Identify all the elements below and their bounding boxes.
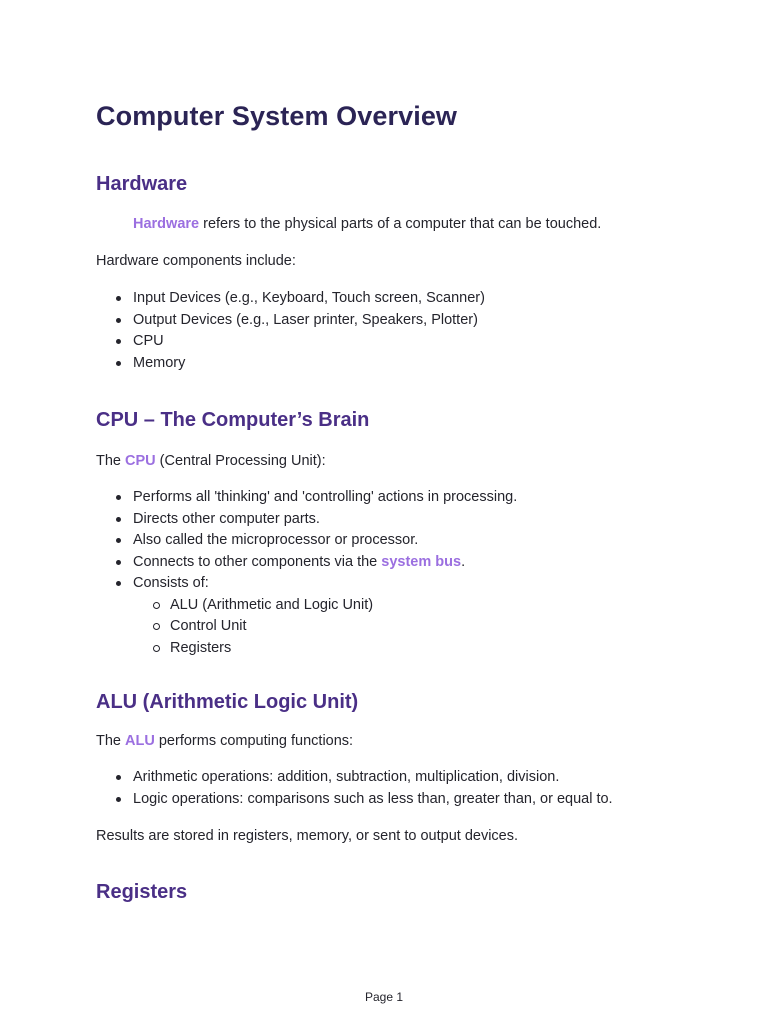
page-number: Page 1 [364, 990, 404, 1004]
list-item: CPU [114, 331, 485, 353]
sublist-item: Registers [151, 638, 517, 660]
list-item: Performs all 'thinking' and 'controlling' actions in processing. [114, 487, 517, 509]
cpu-intro-post: (Central Processing Unit): [155, 453, 326, 469]
list-item: Output Devices (e.g., Laser printer, Speakers, Plotter) [114, 310, 485, 332]
cpu-intro [96, 451, 326, 471]
bus-text-pre: Connects to other components via the [133, 553, 382, 570]
cpu-heading: CPU – The Computer’s Brain [96, 409, 370, 431]
alu-heading: ALU (Arithmetic Logic Unit) [96, 691, 359, 713]
list-item: Logic operations: comparisons such as less than, greater than, or equal to. [114, 789, 613, 811]
hardware-term: Hardware [133, 216, 200, 232]
bus-text-post: . [461, 553, 466, 570]
alu-intro-pre: The [96, 733, 126, 749]
system-bus-term: system bus [381, 553, 462, 570]
alu-intro [96, 731, 353, 751]
sublist-item: ALU (Arithmetic and Logic Unit) [151, 595, 517, 617]
cpu-list [114, 487, 517, 659]
hardware-list [114, 288, 485, 374]
alu-list [114, 767, 613, 810]
consists-label: Consists of: [133, 575, 209, 591]
list-item: Memory [114, 353, 485, 375]
cpu-term: CPU [125, 453, 156, 469]
alu-results: Results are stored in registers, memory, or sent to output devices. [96, 828, 519, 844]
hardware-heading: Hardware [96, 173, 188, 195]
hardware-components-intro: Hardware components include: [96, 253, 296, 269]
alu-term: ALU [125, 733, 155, 749]
list-item [114, 552, 517, 574]
list-item: Also called the microprocessor or processor. [114, 530, 517, 552]
list-item [114, 573, 517, 659]
page-title: Computer System Overview [96, 101, 458, 131]
cpu-intro-pre: The [96, 453, 126, 469]
list-item: Directs other computer parts. [114, 509, 517, 531]
sublist-item: Control Unit [151, 616, 517, 638]
registers-heading: Registers [96, 881, 188, 903]
alu-intro-post: performs computing functions: [154, 733, 354, 749]
list-item: Arithmetic operations: addition, subtraction, multiplication, division. [114, 767, 613, 789]
cpu-components-sublist [133, 595, 517, 660]
hardware-definition [133, 214, 601, 234]
hardware-definition-text: refers to the physical parts of a computer that can be touched. [199, 216, 602, 232]
list-item: Input Devices (e.g., Keyboard, Touch screen, Scanner) [114, 288, 485, 310]
